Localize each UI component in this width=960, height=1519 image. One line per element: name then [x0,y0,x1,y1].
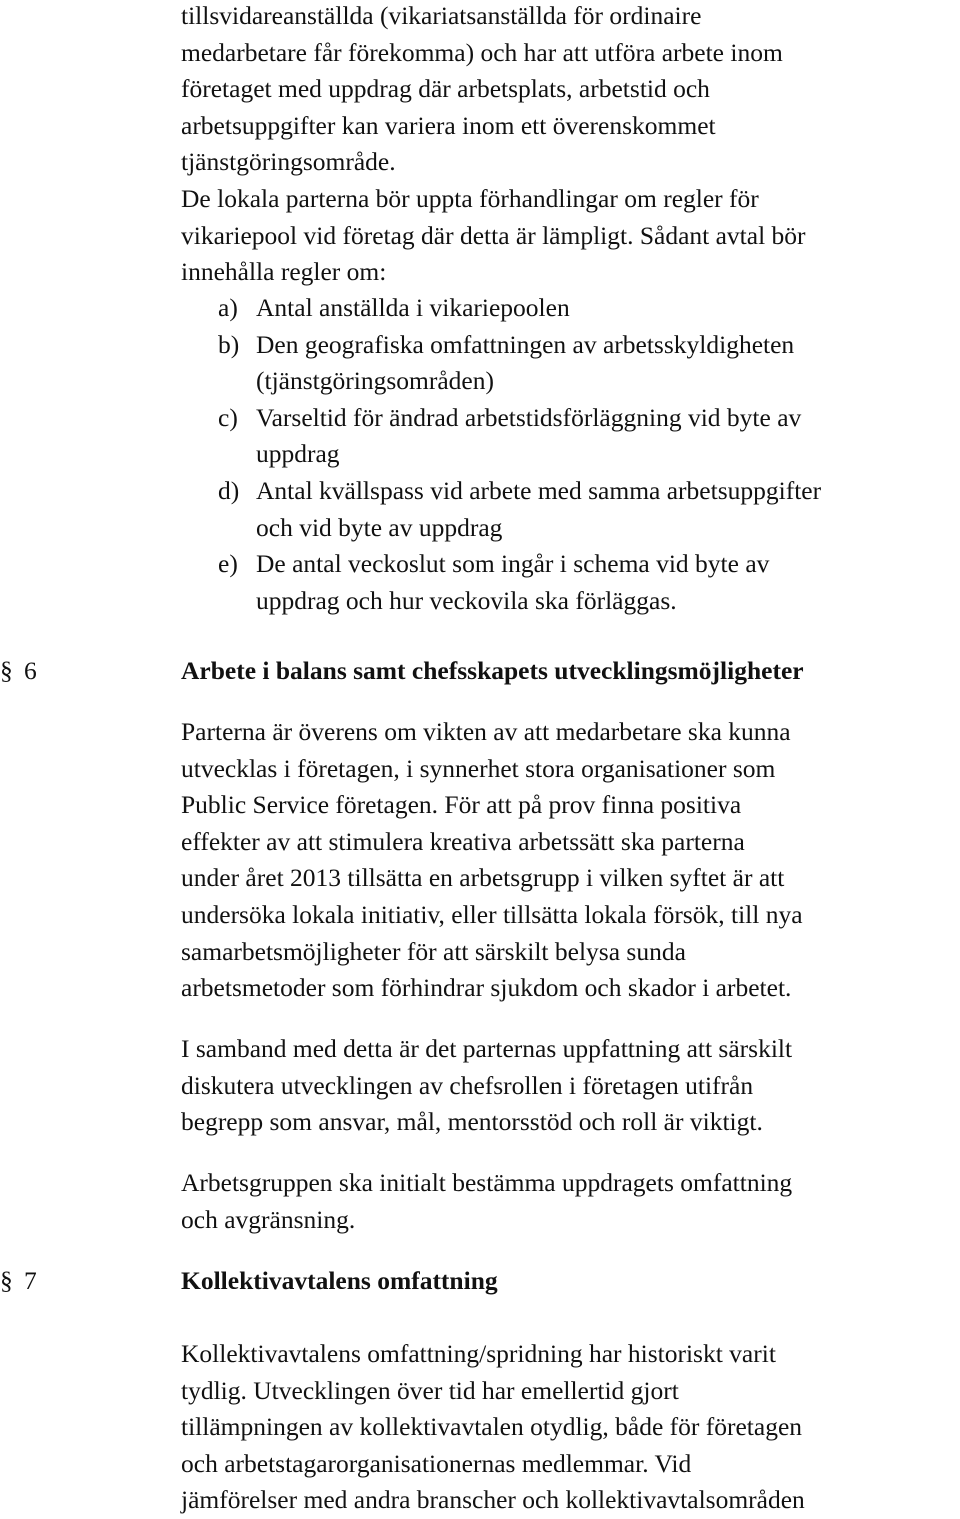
list-item [218,546,958,619]
text-line: arbetsuppgifter kan variera inom ett överenskommet [181,110,716,140]
text-line: jämförelser med andra branscher och kollektivavtalsområden [181,1485,805,1515]
section-title: Kollektivavtalens omfattning [181,1266,498,1295]
section6-paragraph-3 [181,1165,959,1238]
intro-paragraph [181,0,959,291]
section6-paragraph-2 [181,1031,959,1141]
list-item [218,290,958,327]
text-line: och arbetstagarorganisationernas medlemmar. Vid [181,1448,692,1478]
text-line: Public Service företagen. För att på prov finna positiva [181,790,742,820]
text-line: utvecklas i företagen, i synnerhet stora organisationer som [181,753,776,783]
section-number: 7 [24,1266,37,1295]
list-marker: b) [218,329,240,359]
section-number: 6 [24,656,37,685]
section-title: Arbete i balans samt chefsskapets utvecklingsmöjligheter [181,656,804,685]
text-line: vikariepool vid företag där detta är lämpligt. Sådant avtal bör [181,220,806,250]
list-item [218,400,958,473]
text-line: effekter av att stimulera kreativa arbetssätt ska parterna [181,826,745,856]
list-item [218,473,958,546]
list-marker: d) [218,475,240,505]
section7-paragraph-1 [181,1336,959,1519]
text-line: tillsvidareanställda (vikariatsanställda för ordinaire [181,1,702,30]
list-item-text: och vid byte av uppdrag [256,512,503,542]
text-line: Arbetsgruppen ska initialt bestämma uppdragets omfattning [181,1168,793,1197]
text-line: och avgränsning. [181,1204,356,1234]
text-line: begrepp som ansvar, mål, mentorsstöd och roll är viktigt. [181,1107,763,1137]
section-heading-7 [0,1263,960,1303]
text-line: innehålla regler om: [181,257,387,287]
section-heading-6 [0,653,960,693]
text-line: Kollektivavtalens omfattning/spridning har historiskt varit [181,1339,776,1368]
section-sign: § [0,656,13,685]
text-line: diskutera utvecklingen av chefsrollen i företagen utifrån [181,1070,754,1100]
list-marker: e) [218,549,238,579]
text-line: Parterna är överens om vikten av att medarbetare ska kunna [181,717,791,746]
text-line: De lokala parterna bör uppta förhandlingar om regler för [181,183,759,213]
text-line: undersöka lokala initiativ, eller tillsätta lokala försök, till nya [181,899,803,929]
text-line: tillämpningen av kollektivavtalen otydlig, både för företagen [181,1412,803,1442]
list-item-text: Antal kvällspass vid arbete med samma arbetsuppgifter [256,475,822,505]
list-item-text: Antal anställda i vikariepoolen [256,293,570,322]
list-item-text: Den geografiska omfattningen av arbetsskyldigheten [256,329,795,359]
text-line: medarbetare får förekomma) och har att utföra arbete inom [181,37,783,67]
list-item-text: Varseltid för ändrad arbetstidsförläggning vid byte av [256,402,802,432]
text-line: tydlig. Utvecklingen över tid har emellertid gjort [181,1375,679,1405]
text-line: I samband med detta är det parternas uppfattning att särskilt [181,1034,793,1063]
text-line: under året 2013 tillsätta en arbetsgrupp i vilken syftet är att [181,863,785,893]
text-line: arbetsmetoder som förhindrar sjukdom och skador i arbetet. [181,973,792,1003]
list-item-text: De antal veckoslut som ingår i schema vid byte av [256,549,770,579]
text-line: samarbetsmöjligheter för att särskilt belysa sunda [181,936,686,966]
list-item [218,327,958,400]
text-line: tjänstgöringsområde. [181,147,396,177]
section6-paragraph-1 [181,714,959,1007]
list-item-text: uppdrag och hur veckovila ska förläggas. [256,585,677,615]
list-marker: a) [218,293,238,322]
text-line: företaget med uppdrag där arbetsplats, arbetstid och [181,74,710,104]
rules-list [218,290,958,619]
section-sign: § [0,1266,13,1295]
list-item-text: uppdrag [256,439,340,469]
list-item-text: (tjänstgöringsområden) [256,366,494,396]
list-marker: c) [218,402,238,432]
